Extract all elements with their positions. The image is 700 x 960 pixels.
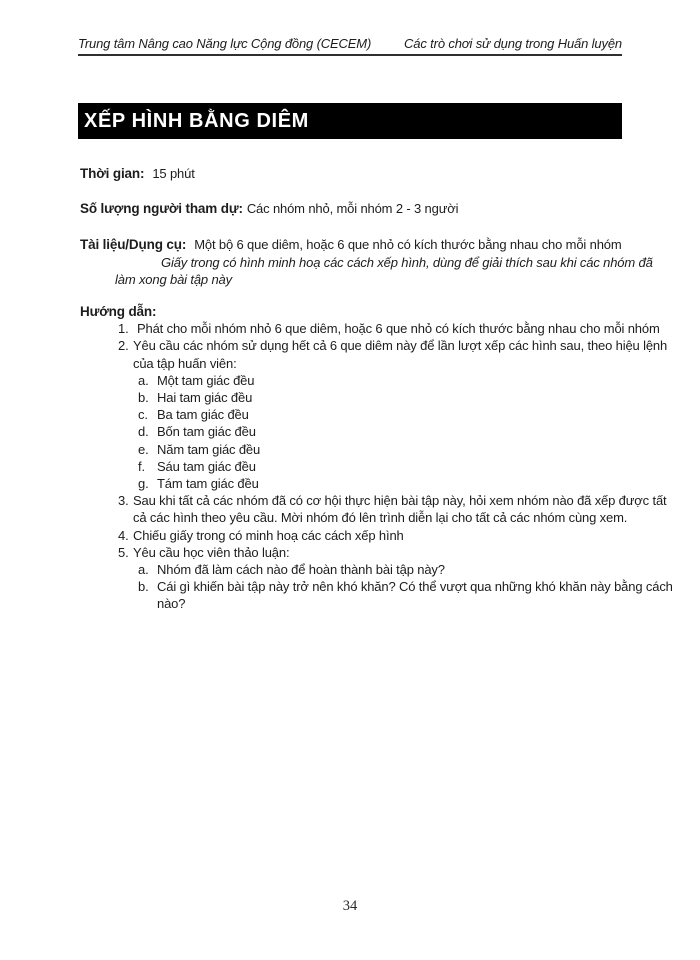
step-number: 2. [118, 338, 129, 354]
instructions-heading: Hướng dẫn: [80, 304, 157, 319]
step-text-line: Yêu cầu các nhóm sử dụng hết cả 6 que diêm này để lần lượt xếp các hình sau, theo hiệu lệnh [133, 338, 668, 354]
step-text-line: cả các hình theo yêu cầu. Mời nhóm đó lên trình diễn lại cho tất cả các nhóm cùng xem. [133, 510, 628, 526]
step-text [133, 544, 640, 561]
materials-line-2: Giấy trong có hình minh hoạ các cách xếp hình, dùng để giải thích sau khi các nhóm đã [161, 254, 653, 270]
step-number: 3. [118, 493, 129, 509]
materials-line-3: làm xong bài tập này [115, 272, 232, 287]
materials-value: Một bộ 6 que diêm, hoặc 6 que nhỏ có kích thước bằng nhau cho mỗi nhóm [194, 237, 622, 252]
participants-value: Các nhóm nhỏ, mỗi nhóm 2 - 3 người [246, 201, 459, 216]
page-header [78, 36, 622, 56]
discussion-text-line: Nhóm đã làm cách nào để hoàn thành bài tập này? [157, 562, 445, 578]
shape-letter: b. [138, 390, 149, 406]
shape-text: Hai tam giác đều [157, 390, 253, 406]
step-item-3 [118, 492, 667, 526]
page-footer [0, 898, 700, 915]
step-number: 4. [118, 527, 129, 543]
step-text-line: Sau khi tất cả các nhóm đã có cơ hội thực hiện bài tập này, hỏi xem nhóm nào đã xếp được tất [133, 493, 667, 509]
discussion-text [157, 578, 673, 612]
step-item-1 [118, 320, 660, 337]
participants-label: Số lượng người tham dự: [80, 201, 243, 216]
shape-item-a [138, 372, 640, 389]
step-item-2 [118, 337, 668, 371]
shape-item-e [138, 441, 640, 458]
header-right-text: Các trò chơi sử dụng trong Huấn luyện [404, 36, 622, 51]
shape-item-f [138, 458, 640, 475]
shape-text: Một tam giác đều [157, 372, 255, 388]
discussion-item-b [138, 578, 673, 612]
step-text-line: của tập huấn viên: [133, 355, 237, 371]
discussion-text [157, 561, 640, 578]
step-text [133, 527, 640, 544]
step-item-5 [118, 544, 640, 561]
shape-text: Ba tam giác đều [157, 407, 249, 423]
step-text [133, 337, 667, 371]
header-left-text: Trung tâm Nâng cao Năng lực Cộng đồng (CECEM) [78, 36, 372, 51]
shape-letter: e. [138, 441, 149, 457]
step-text [133, 320, 660, 337]
shape-letter: g. [138, 476, 149, 492]
step-text-line: Yêu cầu học viên thảo luận: [133, 544, 290, 560]
materials-section [80, 236, 653, 289]
shape-text: Năm tam giác đều [157, 441, 261, 457]
materials-line-1 [80, 236, 640, 254]
materials-label: Tài liệu/Dụng cụ: [80, 237, 187, 252]
shape-text: Sáu tam giác đều [157, 458, 256, 474]
shape-item-g [138, 475, 640, 492]
shape-item-d [138, 423, 640, 440]
shape-letter: d. [138, 424, 149, 440]
discussion-text-line: nào? [157, 596, 186, 612]
time-value: 15 phút [152, 166, 195, 181]
step-number: 5. [118, 544, 129, 560]
discussion-letter: a. [138, 562, 149, 578]
discussion-text-line: Cái gì khiến bài tập này trở nên khó khăn? Có thể vượt qua những khó khăn này bằng cách [157, 579, 673, 595]
participants-row [80, 201, 640, 216]
step-text [133, 492, 667, 526]
step-item-4 [118, 527, 640, 544]
shape-item-c [138, 406, 640, 423]
shape-letter: f. [138, 458, 145, 474]
discussion-letter: b. [138, 579, 149, 595]
shape-text: Tám tam giác đều [157, 476, 259, 492]
time-label: Thời gian: [80, 166, 145, 181]
discussion-item-a [138, 561, 640, 578]
time-row [80, 166, 640, 181]
shape-item-b [138, 389, 640, 406]
title-bar [78, 103, 622, 139]
shape-letter: a. [138, 372, 149, 388]
page-title: XẾP HÌNH BẰNG DIÊM [84, 109, 309, 132]
instructions-section [80, 303, 673, 613]
step-text-line: Phát cho mỗi nhóm nhỏ 6 que diêm, hoặc 6 que nhỏ có kích thước bằng nhau cho mỗi nhóm [137, 321, 660, 337]
footer-page-number: 34 [342, 898, 358, 914]
step-text-line: Chiếu giấy trong có minh hoạ các cách xếp hình [133, 527, 404, 543]
shape-text: Bốn tam giác đều [157, 424, 256, 440]
shape-letter: c. [138, 407, 148, 423]
step-number: 1. [118, 321, 129, 337]
